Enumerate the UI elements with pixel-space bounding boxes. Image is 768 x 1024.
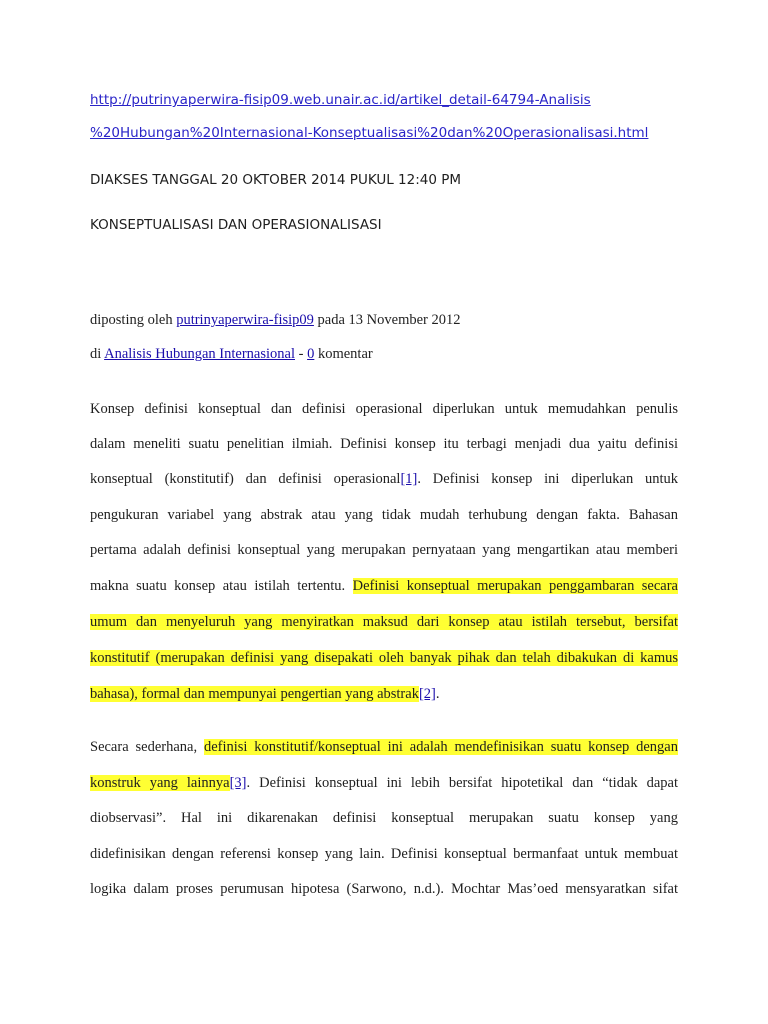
para1-text: makna suatu konsep atau istilah tertentu. [90, 578, 353, 594]
para2-line: logika dalam proses perumusan hipotesa (Sarwono, n.d.). Mochtar Mas’oed mensyaratkan sifat [90, 881, 678, 897]
highlighted-text: bahasa), formal dan mempunyai pengertian yang abstrak [90, 686, 419, 702]
posted-prefix: diposting oleh [90, 312, 177, 328]
source-url-line-2[interactable] [90, 125, 648, 141]
para1-line [90, 578, 678, 595]
comment-count-link[interactable]: 0 [307, 346, 315, 362]
footnote-ref-3[interactable]: [3] [229, 775, 247, 791]
posted-date: pada 13 November 2012 [313, 312, 461, 328]
para1-text: . Definisi konsep ini diperlukan untuk [417, 471, 678, 487]
para2-line [90, 739, 678, 756]
para2-text: . Definisi konseptual ini lebih bersifat hipotetikal dan “tidak dapat [246, 775, 679, 791]
highlighted-text: umum dan menyeluruh yang menyiratkan maksud dari konsep atau istilah tersebut, bersifat [90, 614, 678, 630]
para1-text: konseptual (konstitutif) dan definisi operasional [90, 471, 401, 487]
highlighted-text: definisi konstitutif/konseptual ini adalah mendefinisikan suatu konsep dengan [203, 739, 678, 755]
para1-line: dalam meneliti suatu penelitian ilmiah. Definisi konsep itu terbagi menjadi dua yaitu definisi [90, 436, 678, 452]
para1-line: Konsep definisi konseptual dan definisi operasional diperlukan untuk memudahkan penulis [90, 401, 678, 417]
source-url-link-cont[interactable]: %20Hubungan%20Internasional-Konseptualisasi%20dan%20Operasionalisasi.html [90, 125, 649, 141]
para1-line [90, 471, 678, 488]
para2-text: Secara sederhana, [90, 739, 204, 755]
highlighted-text: Definisi konseptual merupakan penggambaran secara [352, 578, 678, 594]
accessed-date: DIAKSES TANGGAL 20 OKTOBER 2014 PUKUL 12:40 PM [90, 172, 461, 188]
para1-line: pengukuran variabel yang abstrak atau yang tidak mudah terhubung dengan fakta. Bahasan [90, 507, 678, 523]
para2-line: didefinisikan dengan referensi konsep yang lain. Definisi konseptual bermanfaat untuk membuat [90, 846, 678, 862]
posted-by-line [90, 312, 461, 329]
author-link[interactable]: putrinyaperwira-fisip09 [176, 312, 314, 328]
para2-line: diobservasi”. Hal ini dikarenakan definisi konseptual merupakan suatu konsep yang [90, 810, 678, 826]
footnote-ref-2[interactable]: [2] [418, 686, 436, 702]
source-url-line-1[interactable] [90, 92, 591, 108]
source-url-link[interactable]: http://putrinyaperwira-fisip09.web.unair.ac.id/artikel_detail-64794-Analisis [90, 92, 591, 108]
para1-line [90, 614, 678, 631]
comment-label: komentar [314, 346, 373, 362]
para1-line [90, 686, 440, 703]
document-title: KONSEPTUALISASI DAN OPERASIONALISASI [90, 217, 382, 233]
category-line [90, 346, 373, 363]
para1-line: pertama adalah definisi konseptual yang merupakan pernyataan yang mengartikan atau memberi [90, 542, 678, 558]
separator: - [295, 346, 308, 362]
category-link[interactable]: Analisis Hubungan Internasional [104, 346, 295, 362]
para1-line [90, 650, 678, 667]
highlighted-text: konstruk yang lainnya [90, 775, 230, 791]
category-prefix: di [90, 346, 105, 362]
highlighted-text: konstitutif (merupakan definisi yang disepakati oleh banyak pihak dan telah dibakukan di kamus [90, 650, 678, 666]
footnote-ref-1[interactable]: [1] [400, 471, 418, 487]
para2-line [90, 775, 678, 792]
para1-text: . [435, 686, 440, 702]
